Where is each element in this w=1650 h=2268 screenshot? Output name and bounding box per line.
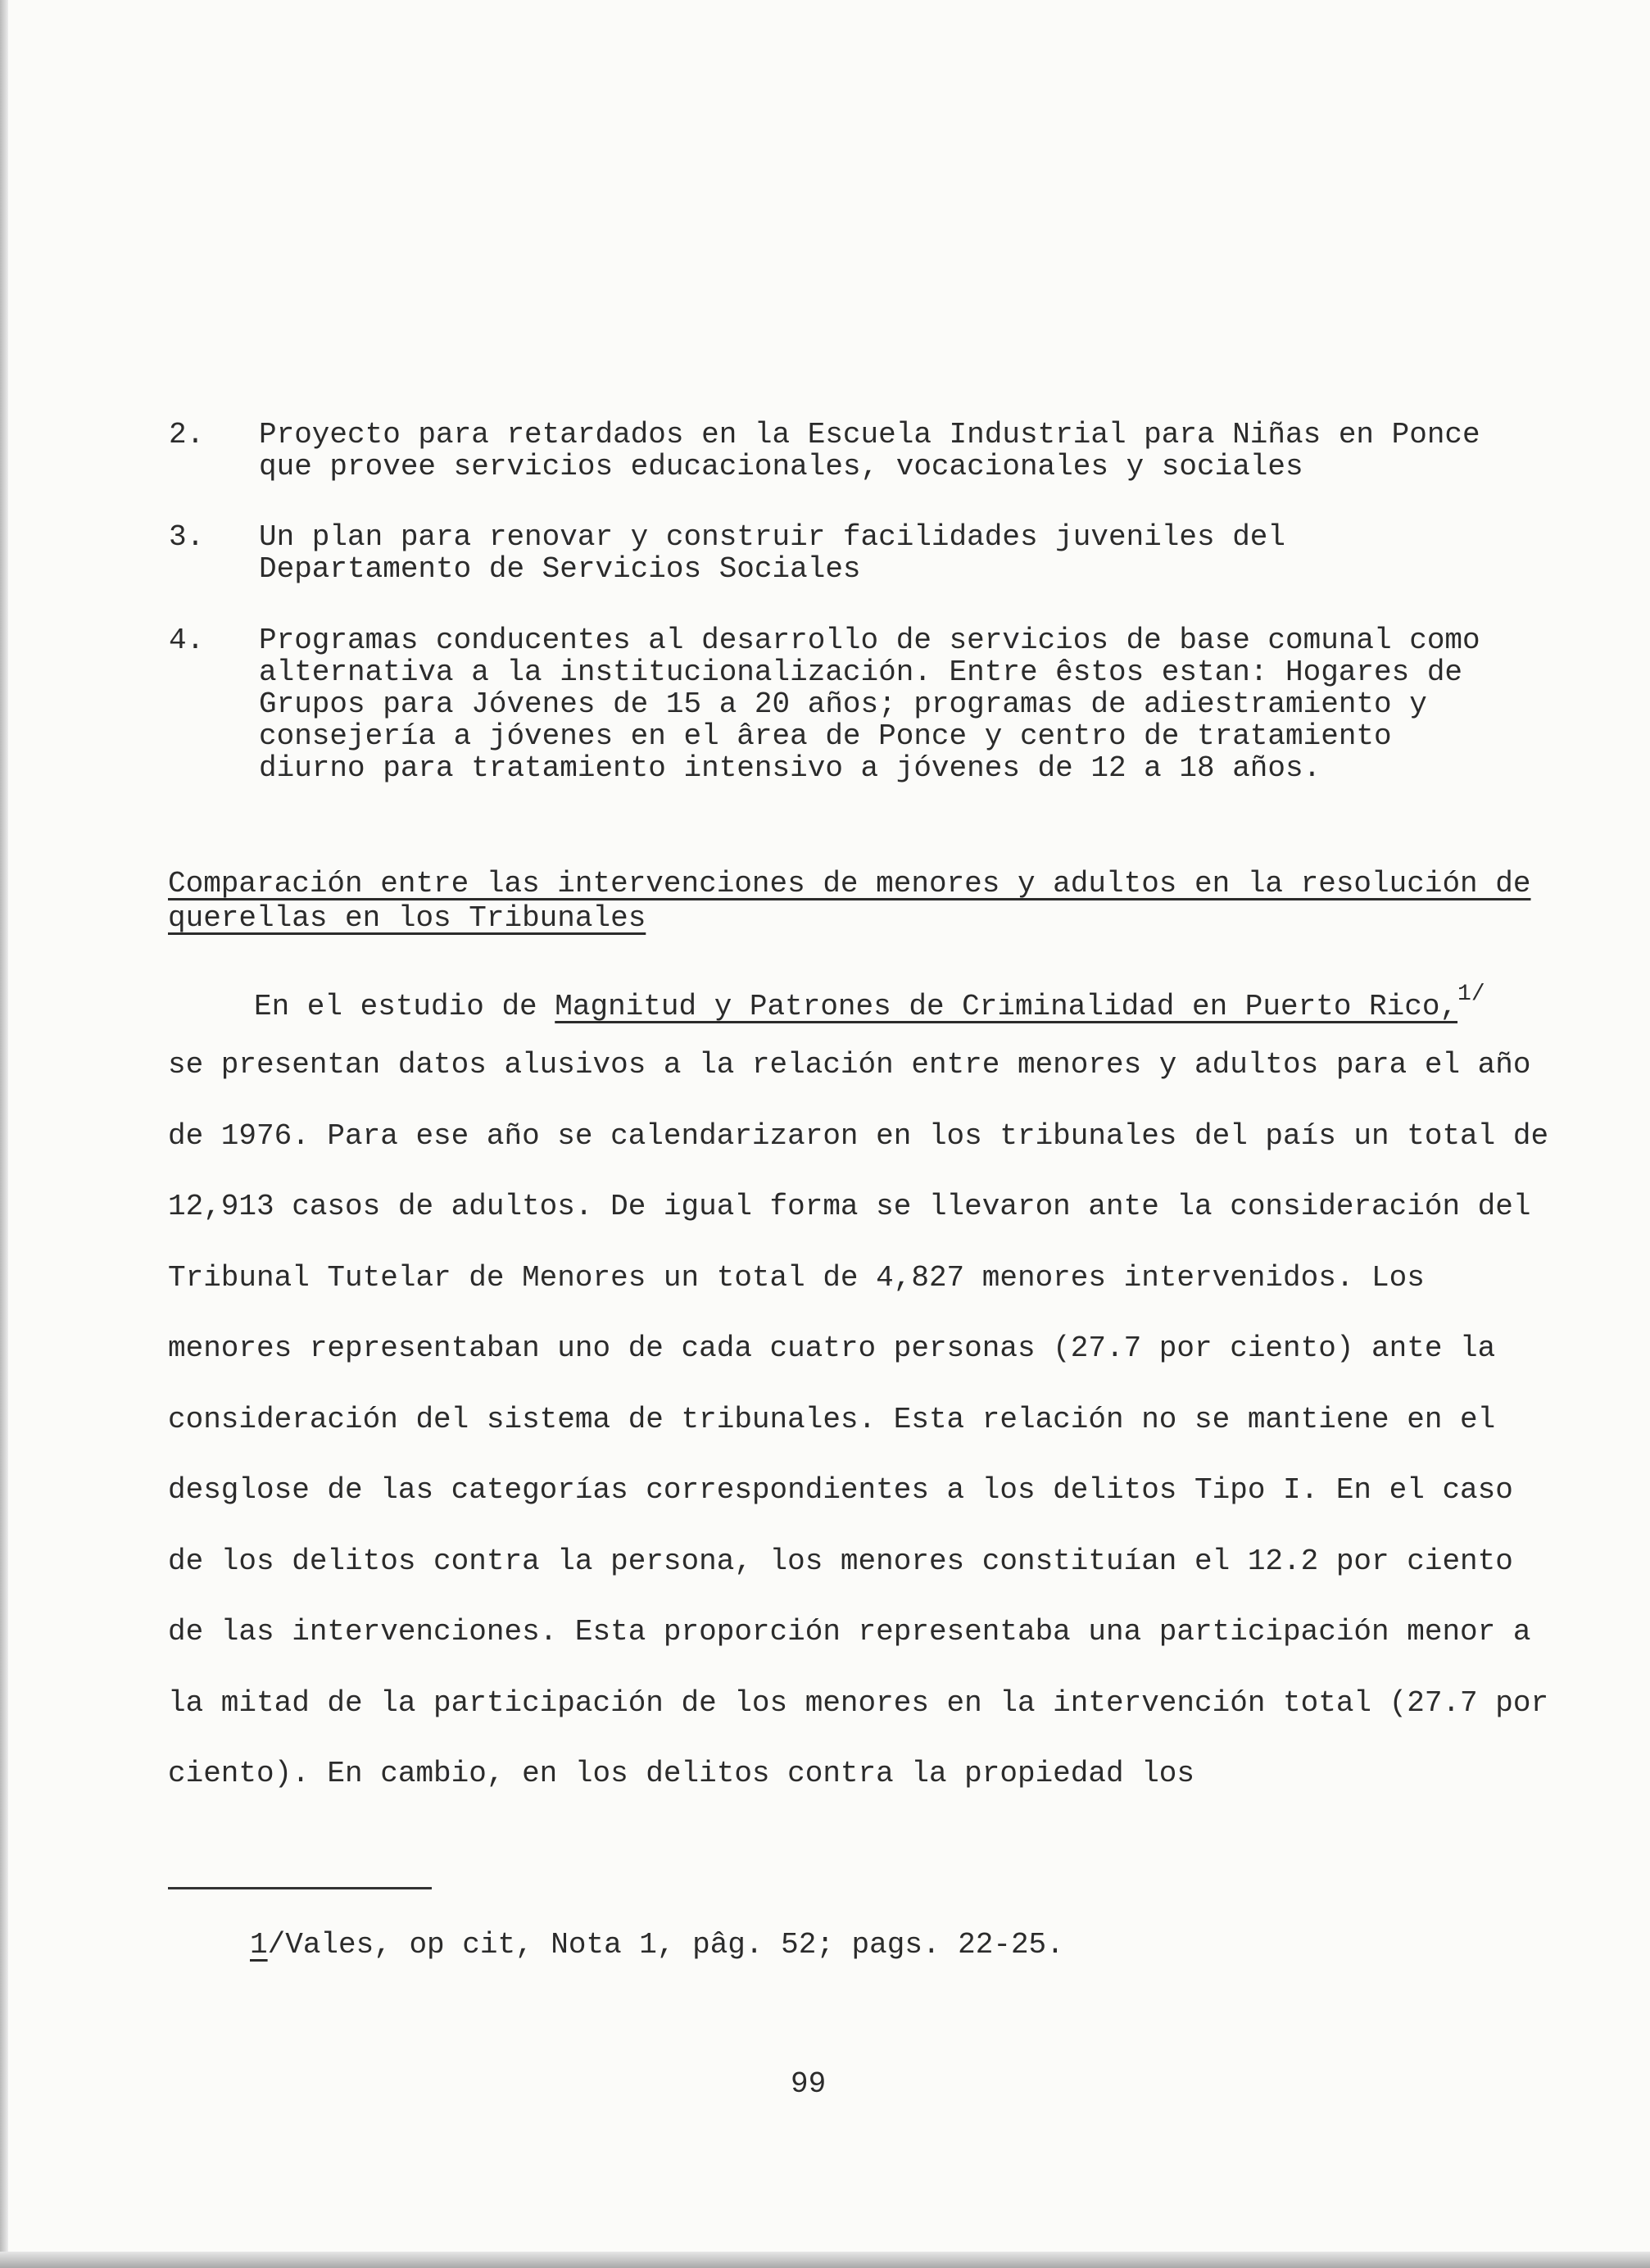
- page-left-edge: [0, 0, 8, 2268]
- section-heading: [168, 867, 1561, 936]
- list-item-text: Un plan para renovar y construir facilidades juveniles del Departamento de Servicios Sociales: [259, 520, 1286, 586]
- section-heading-text: Comparación entre las intervenciones de menores y adultos en la resolución de querellas en los Tribunales: [168, 867, 1531, 935]
- cited-study-title: Magnitud y Patrones de Criminalidad en Puerto Rico,: [555, 990, 1458, 1023]
- footnote-reference: 1/: [1457, 982, 1485, 1007]
- list-item: [169, 418, 1537, 483]
- list-item: [169, 520, 1488, 586]
- paragraph-lead: En el estudio de: [254, 990, 537, 1023]
- list-item-text: Programas conducentes al desarrollo de servicios de base comunal como alternativa a la institucionalización. Entre êstos estan: Hogares de Grupos para Jóvenes de 15 a 20 años; programas de adiestramiento y consejería a jóvenes en el ârea de Ponce y centro de tratamiento diurno para tratamiento intensivo a jóvenes de 12 a 18 años.: [259, 624, 1480, 785]
- footnote-divider: [168, 1887, 432, 1889]
- list-item-number: 4.: [169, 624, 205, 657]
- list-item-text: Proyecto para retardados en la Escuela Industrial para Niñas en Ponce que provee servicios educacionales, vocacionales y sociales: [259, 418, 1480, 483]
- paragraph-body: se presentan datos alusivos a la relación entre menores y adultos para el año de 1976. Para ese año se calendarizaron en los tribunales del país un total de 12,913 casos de adultos. De igual forma se llevaron ante la consideración del Tribunal Tutelar de Menores un total de 4,827 menores intervenidos. Los menores representaban uno de cada cuatro personas (27.7 por ciento) ante la consideración del sistema de tribunales. Esta relación no se mantiene en el desglose de las categorías correspondientes a los delitos Tipo I. En el caso de los delitos contra la persona, los menores constituían el 12.2 por ciento de las intervenciones. Esta proporción representaba una participación menor a la mitad de la participación de los menores en la intervención total (27.7 por ciento). En cambio, en los delitos contra la propiedad los: [168, 1048, 1549, 1790]
- footnote-number: 1: [250, 1928, 268, 1962]
- footnote: [250, 1929, 1064, 1962]
- page-number: 99: [791, 2067, 827, 2101]
- footnote-text: /Vales, op cit, Nota 1, pâg. 52; pags. 22-25.: [267, 1928, 1064, 1962]
- page-bottom-edge: [0, 2252, 1650, 2268]
- list-item: [169, 624, 1496, 785]
- list-item-number: 3.: [169, 520, 205, 554]
- list-item-number: 2.: [169, 418, 205, 451]
